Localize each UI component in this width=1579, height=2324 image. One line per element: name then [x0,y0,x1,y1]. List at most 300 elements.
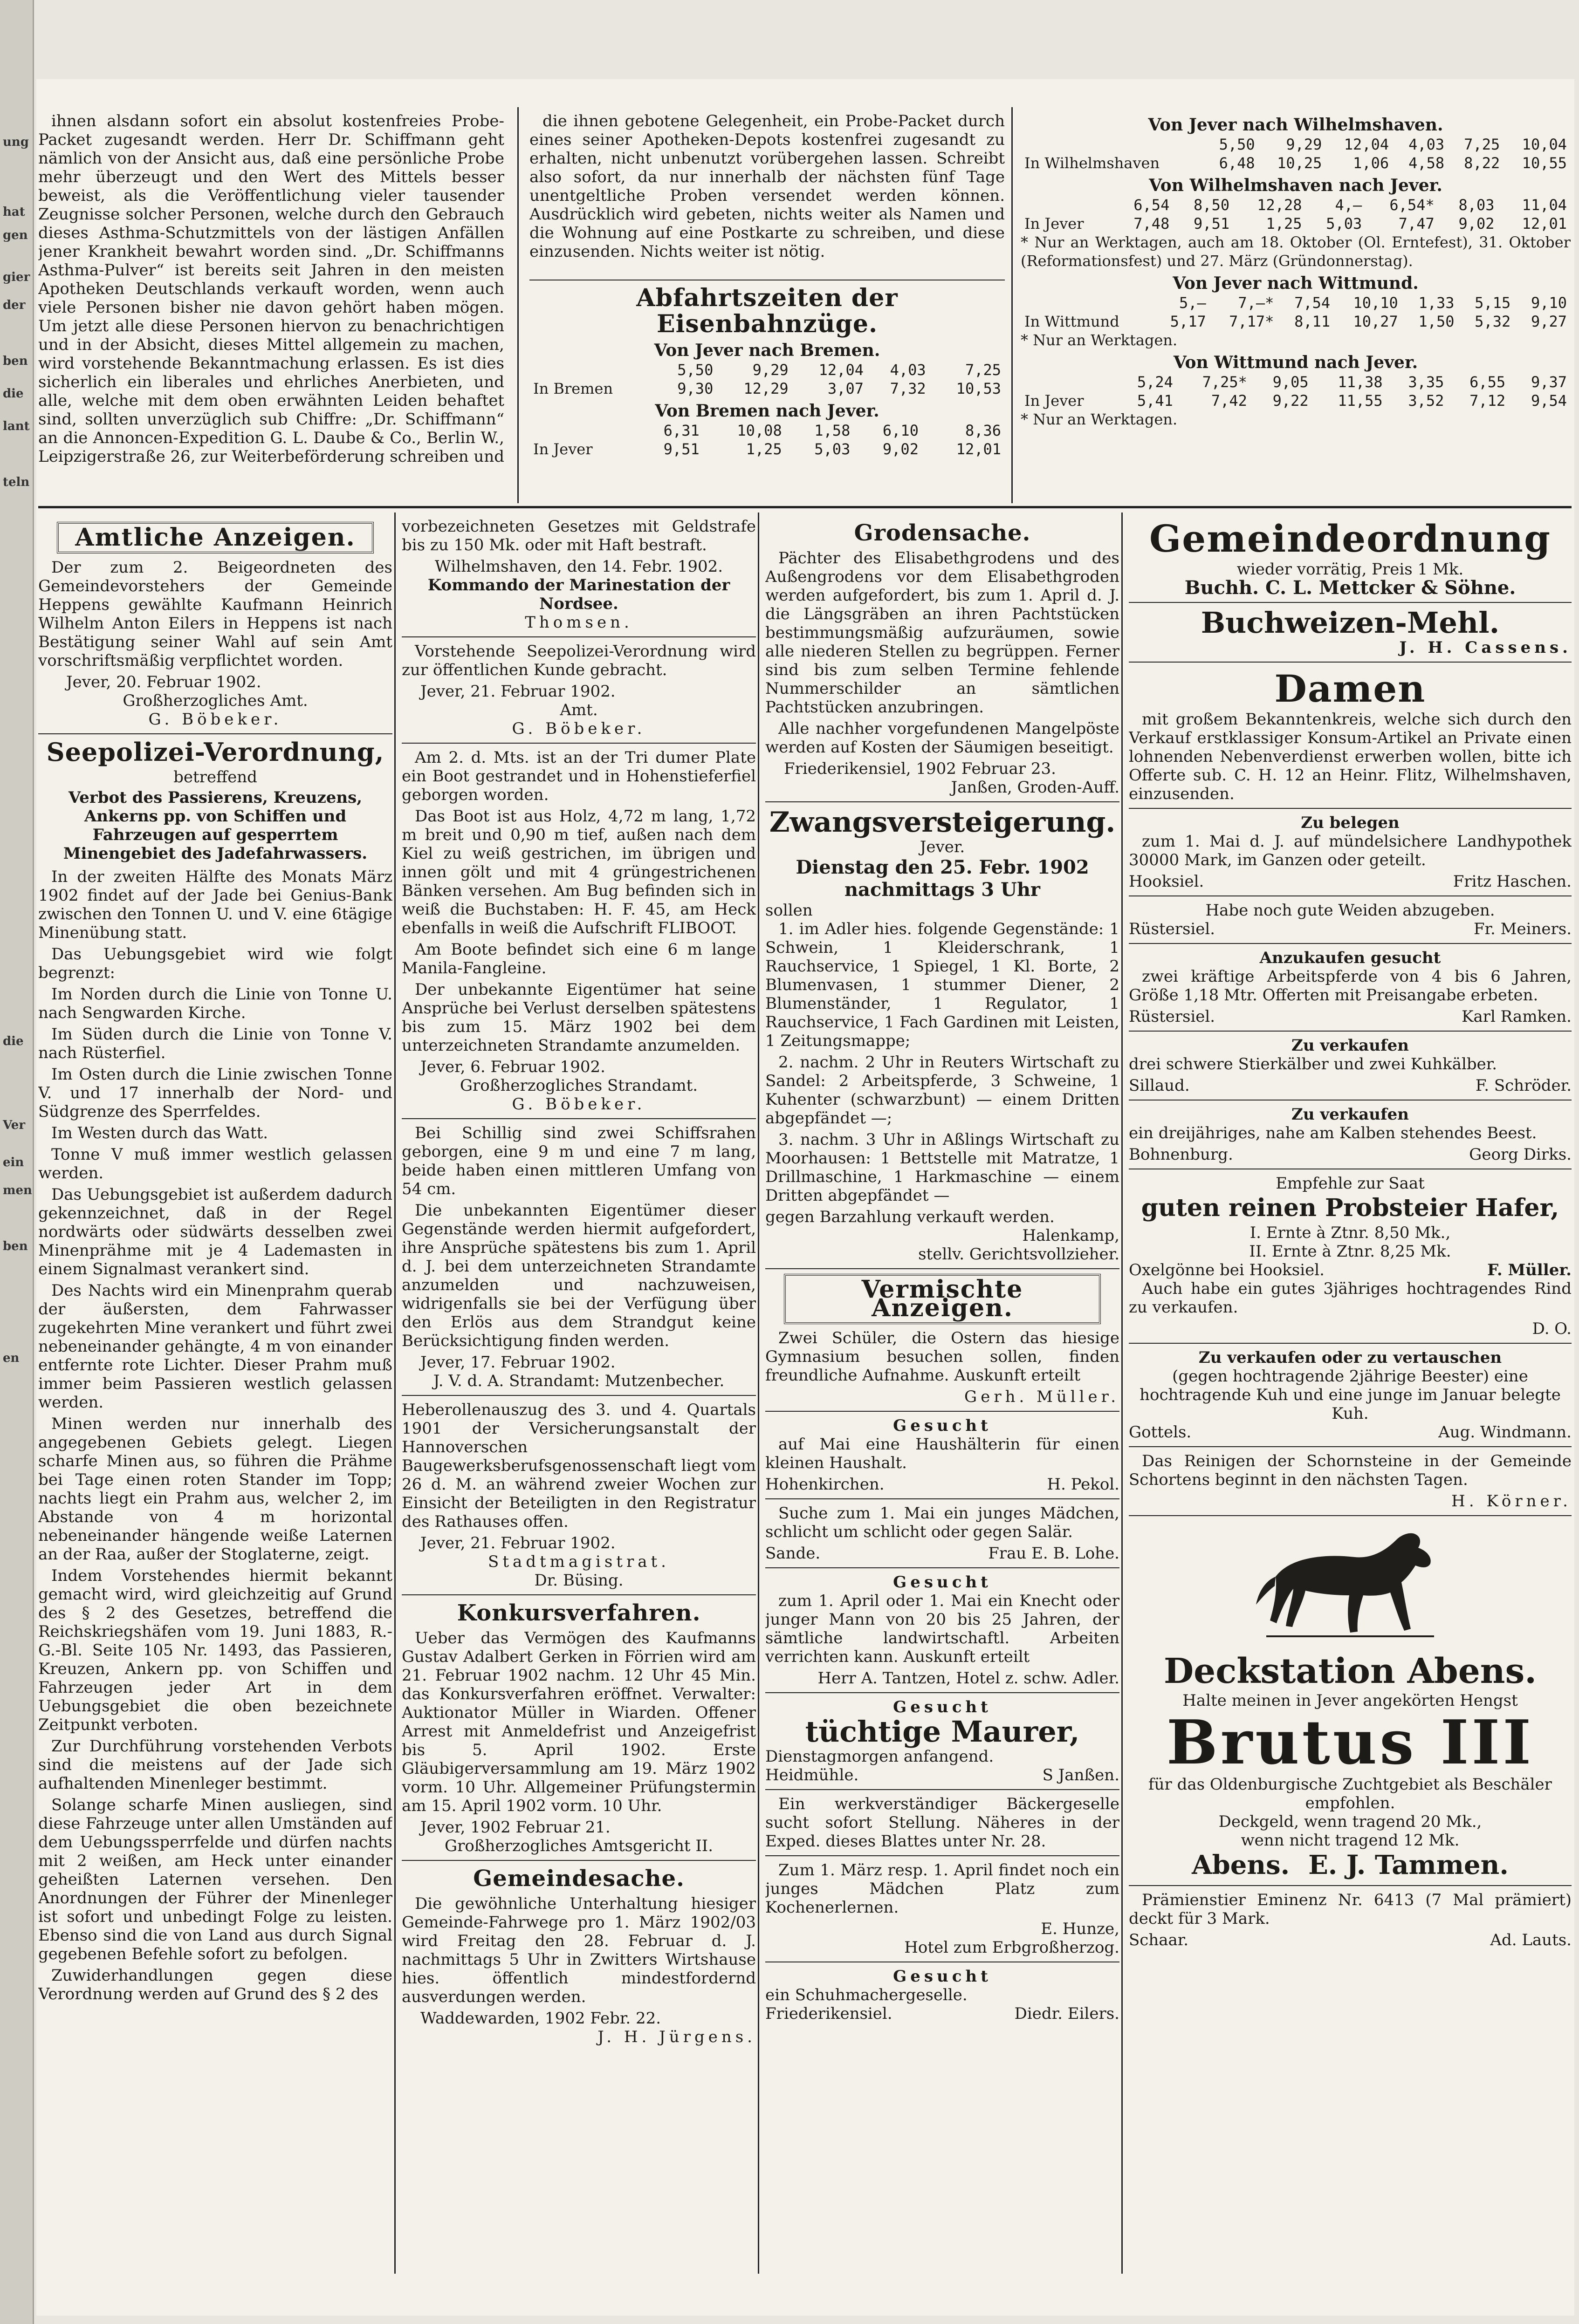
table-cell: 7,48 [1133,215,1170,232]
table-cell: In Jever [1024,392,1084,410]
divider [402,636,756,637]
grodensache-text: Pächter des Elisabethgrodens und des Außengrodens vor dem Elisabethgroden werden aufgefordert, bis zum 1. April d. J. die Längsgräben an ihren Pachtstücken bestimmungsmäßig aufzuräumen, sowie alle niederen Stellen zu begrüppen. Ferner sind bis zum selben Termine fehlende Nummerschilder an sämtlichen Pachtstücken anzubringen. [765,549,1119,717]
timetable-heading: Von Jever nach Wilhelmshaven. [1148,115,1443,135]
knecht-text: zum 1. April oder 1. Mai ein Knecht oder junger Mann von 20 bis 25 Jahren, der sämtliche landwirtschaftl. Arbeiten verrichten kann. Auskunft erteilt [765,1592,1119,1666]
table-cell: 10,25 [1277,154,1322,172]
haushaelterin-text: auf Mai eine Haushälterin für einen kleinen Haushalt. [765,1435,1119,1472]
horse-illustration [1248,1521,1453,1647]
table-cell: 8,03 [1458,196,1495,214]
divider [38,733,392,734]
asthma-paragraph: ihnen alsdann sofort ein absolut kostenfreies Probe-Packet zugesandt werden. Herr Dr. Schiffmann geht nämlich von der Ansicht aus, daß eine persönliche Probe mehr überzeugt und den Wert des Mittels besser beweist, als die Veröffentlichung vieler tausender Zeugnisse solcher Personen, welche durch den Gebrauch dieses Asthma-Schutzmittels von der lästigen Anfällen jener Krankheit bewahrt worden sind. „Dr. Schiffmanns Asthma-Pulver“ ist bereits seit Jahren in den meisten Apotheken Deutschlands verkauft worden, wenn auch viele Personen bisher nie davon gehört haben mögen. Um jetzt alle diese Personen hiervon zu benachrichtigen und in der Absicht, dieses Mittel allgemein zu machen, wird vorstehende Bekanntmachung erlassen. Es ist dies sicherlich ein liberales und ehrliches Anerbieten, und alle, welche mit dem oben erwähnten Leiden behaftet sind, sollten unverzüglich sub Chiffre: „Dr. Schiffmann“ an die Annoncen-Expedition G. L. Daube & Co., Berlin W., Leipzigerstraße 26, zur Weiterbeförderung schreiben und [38,112,504,466]
divider [765,1692,1119,1693]
table-cell: 9,02 [882,440,919,458]
notice-place: Rüstersiel. [1129,920,1215,938]
gemeindesache-title: Gemeindesache. [473,1866,685,1892]
table-cell: 7,12 [1469,392,1506,410]
hafer-price: II. Ernte à Ztnr. 8,25 Mk. [1249,1242,1451,1261]
table-cell: 1,06 [1353,154,1389,172]
damen-text: mit großem Bekanntenkreis, welche sich durch den Verkauf erstklassiger Konsum-Artikel an Private einen lohnenden Nebenverdienst erwerben wollen, bitte ich Offerte sub. C. H. 12 an Heinr. Flitz, Wilhelmshaven, einzusenden. [1129,710,1572,803]
gutter-fragment: men [3,1183,32,1197]
table-row [529,361,1005,379]
table-cell: 4,58 [1408,154,1445,172]
notice-signature: F. Schröder. [1475,1076,1572,1095]
table-cell: 12,01 [1522,215,1567,232]
hafer-price: I. Ernte à Ztnr. 8,50 Mk., [1249,1224,1451,1242]
seepolizei-subject: Verbot des Passierens, Kreuzens, Ankerns pp. von Schiffen und Fahrzeugen auf gesperrtem Minengebiet des Jadefahrwassers. [63,788,368,863]
table-row [1021,214,1571,233]
notice-signature-row [1129,1423,1572,1442]
seepolizei-paragraph: Zur Durchführung vorstehenden Verbots sind die meistens auf der Jade sich aufhaltenden Minenleger bestimmt. [38,1737,392,1793]
notice-signature-row [765,1766,1119,1784]
notice-signature: F. Müller. [1487,1261,1572,1279]
table-cell: 9,27 [1531,313,1567,330]
table-cell: In Wilhelmshaven [1024,154,1160,172]
notice-place: Jever, 6. Februar 1902. [420,1058,605,1076]
notice-office: Großherzogliches Amt. [123,691,308,710]
table-cell: 12,01 [956,440,1001,458]
table-row [1021,196,1571,214]
table-cell: 9,30 [677,380,714,397]
gutter-fragment: ung [3,135,29,149]
divider [1129,1343,1572,1344]
notice-place: Sande. [765,1544,821,1563]
asthma-continuation: die ihnen gebotene Gelegenheit, ein Probe-Packet durch eines seiner Apotheken-Depots kostenfrei zugesandt zu erhalten, nicht unbenutzt vorübergehen lassen. Schreibt also sofort, da nur innerhalb der nächsten fünf Tage unentgeltliche Proben versendet werden können. Ausdrücklich wird gebeten, nichts weiter als Namen und die Wohnung auf eine Postkarte zu schreiben, und diese einzusenden. Nichts weiter ist nötig. [529,112,1005,261]
notice-signature-row [1129,920,1572,938]
boot-paragraph: Der unbekannte Eigentümer hat seine Ansprüche bei Verlust derselben spätestens bis zum 15. März 1902 bei dem unterzeichneten Strandamte anzumelden. [402,980,756,1055]
schueler-text: Zwei Schüler, die Ostern das hiesige Gymnasium besuchen sollen, finden freundliche Aufnahme. Auskunft erteilt [765,1329,1119,1385]
notice-signature: Janßen, Groden-Auff. [951,778,1119,797]
auction-date: Dienstag den 25. Febr. 1902 nachmittags 3 Uhr [796,856,1089,901]
table-cell: 7,25 [1464,136,1500,153]
notice-place: Rüstersiel. [1129,1007,1215,1026]
hafer-intro: Empfehle zur Saat [1276,1174,1425,1193]
notice-signature: D. O. [1532,1319,1572,1338]
notice-signature: Gerh. Müller. [964,1388,1119,1406]
divider [1129,1885,1572,1886]
column-1 [38,517,392,2274]
table-cell: 7,25 [965,361,1001,379]
notice-signature: Herr A. Tantzen, Hotel z. schw. Adler. [817,1669,1119,1688]
table-cell: In Bremen [533,380,613,397]
auction-item: 1. im Adler hies. folgende Gegenstände: 1 Schwein, 1 Kleiderschrank, 1 Rauchservice, 1 Spiegel, 1 Kl. Borte, 2 Blumenvasen, 1 stummer Diener, 2 Blumenständer, 1 Regulator, 1 Rauchservice, 1 Fach Gardinen mit Leisten, 1 Zeitungsmappe; [765,920,1119,1050]
timetable-footnote: * Nur an Werktagen. [1021,331,1178,349]
belegen-title: Zu belegen [1301,813,1400,832]
divider [765,1855,1119,1856]
gesucht-label: Gesucht [893,1967,992,1986]
gutter-fragment: en [3,1351,20,1365]
schillig-paragraph: Bei Schillig sind zwei Schiffsrahen geborgen, eine 9 m und eine 7 m lang, beide haben einen mittleren Umfang von 54 cm. [402,1124,756,1198]
hafer-title: guten reinen Probsteier Hafer, [1141,1194,1559,1222]
asthma-ad-column [38,112,504,503]
table-cell: 5,17 [1170,313,1206,330]
seepolizei-paragraph: Im Osten durch die Linie zwischen Tonne V. und 17 innerhalb der Nord- und Südgrenze des Sperrfeldes. [38,1065,392,1121]
table-cell: In Jever [533,440,593,458]
notice-signature: Karl Ramken. [1462,1007,1572,1026]
notice-signature: H. Pekol. [1047,1475,1119,1494]
table-cell: 5,— [1179,294,1206,312]
table-cell: 3,35 [1408,373,1444,391]
top-right-timetables [1021,112,1571,503]
seepolizei-paragraph: Tonne V muß immer westlich gelassen werden. [38,1145,392,1183]
notice-signature: J. V. d. A. Strandamt: Mutzenbecher. [433,1372,725,1390]
notice-place: Gottels. [1129,1423,1192,1442]
table-row [1021,312,1571,331]
gesucht-label: Gesucht [893,1573,992,1592]
seepolizei-paragraph: In der zweiten Hälfte des Monats März 1902 findet auf der Jade bei Genius-Bank zwischen den Tonnen U. und V. eine 6tägige Minenübung statt. [38,868,392,942]
divider [402,1860,756,1861]
gemeindeordnung-firm: Buchh. C. L. Mettcker & Söhne. [1184,577,1516,599]
tausch-title: Zu verkaufen oder zu vertauschen [1198,1348,1502,1367]
seepolizei-paragraph: Das Uebungsgebiet ist außerdem dadurch gekennzeichnet, daß in der Regel nordwärts oder südwärts desselben zwei Minenprähme mit je 4 Lademasten in einem Signalmast verankert sind. [38,1185,392,1278]
table-row [1021,135,1571,154]
auction-place: Jever. [920,838,965,856]
ankauf-title: Anzukaufen gesucht [1259,949,1441,967]
table-cell: 5,15 [1475,294,1511,312]
schornstein-text: Das Reinigen der Schornsteine in der Gemeinde Schortens beginnt in den nächsten Tagen. [1129,1452,1572,1489]
notice-signature: Thomsen. [525,613,633,632]
timetable-wilhelmshaven-jever [1021,196,1571,233]
table-row [529,421,1005,440]
seepolizei-paragraph: Im Westen durch das Watt. [51,1124,268,1142]
konkurs-text: Ueber das Vermögen des Kaufmanns Gustav Adalbert Gerken in Förrien wird am 21. Februar 1902 nachm. 12 Uhr 45 Min. das Konkursverfahren eröffnet. Verwalter: Auktionator Müller in Wiarden. Offener Arrest mit Anmeldefrist und Anzeigefrist bis 5. April 1902. Erste Gläubigerversammlung am 19. März 1902 vorm. 10 Uhr. Allgemeiner Prüfungstermin am 15. April 1902 vorm. 10 Uhr. [402,1629,756,1815]
notice-place: Abens. [1192,1850,1290,1880]
column-3 [765,517,1119,2274]
table-cell: 5,41 [1137,392,1173,410]
timetable-wittmund-jever [1021,373,1571,410]
divider [1129,1031,1572,1032]
notice-signature: Diedr. Eilers. [1014,2004,1119,2023]
seepolizei-paragraph: Das Uebungsgebiet wird wie folgt begrenzt: [38,945,392,982]
notice-office: Kommando der Marinestation der Nordsee. [427,576,730,613]
table-cell: 1,25 [746,440,782,458]
notice-place: Friederikensiel, 1902 Februar 23. [784,759,1056,778]
table-cell [529,361,655,379]
seepolizei-paragraph: Des Nachts wird ein Minenprahm querab der äußersten, dem Fahrwasser zugekehrten Mine verankert und führt zwei nebeneinander gehängte, 4 m von einander entfernte rote Lichter. Dieser Prahm muß immer beim Passieren westlich gelassen werden. [38,1281,392,1412]
divider [1129,1446,1572,1447]
notice-signature: Ad. Lauts. [1490,1931,1572,1949]
table-cell: 12,29 [743,380,789,397]
section-rule [38,506,1572,508]
notice-signature: Dr. Büsing. [534,1571,624,1590]
table-cell: 1,58 [814,422,851,439]
notice-signature: E. J. Tammen. [1308,1850,1509,1880]
gutter-fragment: ben [3,354,28,368]
table-cell: 9,29 [1286,136,1322,153]
schuhmacher-text: ein Schuhmachergeselle. [765,1986,968,2004]
baecker-text: Ein werkverständiger Bäckergeselle sucht sofort Stellung. Näheres in der Exped. dieses Blattes unter Nr. 28. [765,1795,1119,1851]
deck-fee: Deckgeld, wenn tragend 20 Mk., [1218,1812,1482,1831]
gutter-fragment: die [3,387,24,401]
timetable-heading: Von Wittmund nach Jever. [1173,353,1418,372]
notice-signature: H. Körner. [1451,1492,1572,1511]
notice-signature: Fr. Meiners. [1473,920,1572,938]
table-cell: 7,25* [1202,373,1247,391]
auction-end: gegen Barzahlung verkauft werden. [765,1208,1055,1226]
notice-signature: G. Böbeker. [148,710,282,729]
divider [402,1594,756,1595]
table-cell: 8,36 [965,422,1001,439]
table-cell: 1,33 [1418,294,1455,312]
weiden-text: Habe noch gute Weiden abzugeben. [1205,901,1495,920]
gemeindesache-text: Die gewöhnliche Unterhaltung hiesiger Gemeinde-Fahrwege pro 1. März 1902/03 wird Freitag den 28. Februar d. J. nachmittags 5 Uhr in Zwitters Wirtshause hies. öffentlich mindestfordernd ausverdungen werden. [402,1894,756,2006]
notice-place: Waddewarden, 1902 Febr. 22. [420,2009,661,2028]
table-cell: 12,04 [1344,136,1389,153]
table-cell: 4,— [1335,196,1362,214]
gutter-fragment: der [3,298,26,312]
divider [1129,895,1572,896]
notice-place: Jever, 1902 Februar 21. [420,1818,611,1837]
notice-signature-row [765,2004,1119,2023]
divider [765,1411,1119,1412]
table-cell: 5,24 [1137,373,1173,391]
divider [765,1498,1119,1499]
gutter-fragment: Ver [3,1118,26,1132]
seepolizei-paragraph: Indem Vorstehendes hiermit bekannt gemacht wird, wird gleichzeitig auf Grund des § 2 des Gesetzes, betreffend die Reichskriegshäfen vom 19. Juni 1883, R.-G.-Bl. Seite 105 Nr. 1493, das Passieren, Kreuzen, Ankern pp. von Schiffen und Fahrzeugen jeder Art in dem Uebungsgebiet die oben bezeichnete Zeitpunkt verboten. [38,1566,392,1734]
top-middle-column [529,112,1005,503]
table-row [529,379,1005,398]
notice-place: Hooksiel. [1129,872,1204,891]
notice-office: Großherzogliches Strandamt. [460,1076,698,1095]
divider [1129,602,1572,603]
notice-office: Amt. [560,701,598,719]
timetable-jever-wilhelmshaven [1021,135,1571,172]
notice-signature-row [1129,1931,1572,1949]
notice-signature-row [1129,872,1572,891]
table-cell: 1,25 [1266,215,1302,232]
table-cell: 9,10 [1531,294,1567,312]
table-cell [1021,294,1153,312]
gutter-fragment: hat [3,205,25,219]
notice-place: Bohnenburg. [1129,1145,1233,1164]
table-cell: 10,04 [1522,136,1567,153]
column-rule [758,513,759,2274]
table-cell: 9,22 [1272,392,1309,410]
gesucht-label: Gesucht [893,1416,992,1435]
verkaufen-title: Zu verkaufen [1291,1036,1409,1055]
divider [1129,662,1572,663]
table-cell: 10,53 [956,380,1001,397]
notice-place: Wilhelmshaven, den 14. Febr. 1902. [434,557,723,576]
praemienstier-text: Prämienstier Eminenz Nr. 6413 (7 Mal prämiert) deckt für 3 Mark. [1129,1891,1572,1928]
table-cell: 9,51 [1194,215,1230,232]
notice-signature-row [765,1475,1119,1494]
seepolizei-paragraph: Im Süden durch die Linie von Tonne V. nach Rüsterfiel. [38,1025,392,1062]
notice-signature: G. Böbeker. [512,1095,646,1114]
notice-place: Heidmühle. [765,1766,859,1784]
table-cell: 10,10 [1353,294,1398,312]
grodensache-title: Grodensache. [854,520,1031,546]
timetable-jever-bremen [529,361,1005,398]
table-cell: 1,50 [1418,313,1455,330]
damen-title: Damen [1274,667,1426,711]
schillig-paragraph: Die unbekannten Eigentümer dieser Gegenstände werden hiermit aufgefordert, ihre Ansprüche spätestens bis zum 1. April d. J. bei dem unterzeichneten Strandamte anzumelden und nachzuweisen, widrigenfalls sie bei der Verfügung über den Erlös aus dem Strandgut keine Berücksichtigung finden werden. [402,1201,756,1350]
divider [1129,1515,1572,1516]
boot-paragraph: Das Boot ist aus Holz, 4,72 m lang, 1,72 m breit und 0,90 m tief, außen nach dem Kiel zu weiß gestrichen, im übrigen und innen gölt und mit 4 grüngestrichenen Bänken versehen. Am Bug befinden sich in weiß die Buchstaben: H. F. 45, am Heck ebenfalls in weiß die Aufschrift FLIBOOT. [402,807,756,937]
table-cell: 11,38 [1338,373,1383,391]
table-row [529,440,1005,458]
deckstation-title: Deckstation Abens. [1163,1651,1537,1691]
page-gutter [0,0,34,2324]
divider [765,801,1119,802]
table-cell: 7,54 [1294,294,1331,312]
table-cell: In Jever [1024,215,1084,232]
notice-place: Friederikensiel. [765,2004,892,2023]
seepolizei-title: Seepolizei-Verordnung, [46,737,384,767]
divider [765,1268,1119,1269]
notice-signature-row [1129,1076,1572,1095]
notice-signature: S Janßen. [1042,1766,1119,1784]
table-cell: 9,54 [1531,392,1567,410]
divider [1129,808,1572,809]
gemeindeordnung-price: wieder vorrätig, Preis 1 Mk. [1236,560,1464,579]
divider [765,1567,1119,1568]
table-cell: 4,03 [1408,136,1445,153]
vermischte-heading: Vermischte Anzeigen. [784,1274,1101,1324]
table-cell: 9,51 [663,440,700,458]
table-cell: 6,55 [1469,373,1506,391]
column-4 [1129,517,1572,2274]
table-cell [1021,135,1203,154]
table-cell [1021,373,1115,391]
notice-place: Schaar. [1129,1931,1189,1949]
seepolizei-paragraph: Zuwiderhandlungen gegen diese Verordnung werden auf Grund des § 2 des [38,1966,392,2003]
notice-place: Oxelgönne bei Hooksiel. [1129,1261,1325,1279]
table-cell: 6,31 [663,422,700,439]
divider [402,1118,756,1119]
verkaufen-text: drei schwere Stierkälber und zwei Kuhkälber. [1129,1055,1497,1073]
deckstation-text: Halte meinen in Jever angekörten Hengst [1182,1691,1518,1710]
notice-office: Stadtmagistrat. [488,1552,670,1571]
notice-signature: G. Böbeker. [512,719,646,738]
maedchen-text: Suche zum 1. Mai ein junges Mädchen, schlicht um schlicht oder gegen Salär. [765,1504,1119,1541]
seepolizei-paragraph: Minen werden nur innerhalb des angegebenen Gebiets gelegt. Liegen scharfe Minen aus, so führen die Prähme bei Tage einen roten Stander im Topp; nachts liegt ein Prahm aus, welcher 2, im Abstande von 4 m horizontal nebeneinander hängende weiße Laternen an der Raa, außer der Stoglaterne, zeigt. [38,1415,392,1564]
table-cell: 8,11 [1294,313,1331,330]
table-cell: 11,04 [1522,196,1567,214]
hafer-rind-text: Auch habe ein gutes 3jähriges hochtragendes Rind zu verkaufen. [1129,1279,1572,1317]
deckstation-signature-row [1129,1850,1572,1880]
table-cell: 9,02 [1458,215,1495,232]
seepolizei-paragraph: Im Norden durch die Linie von Tonne U. nach Sengwarden Kirche. [38,985,392,1022]
notice-signature: J. H. Cassens. [1399,638,1572,657]
gutter-fragment: die [3,1034,24,1048]
notice-place: Jever, 17. Februar 1902. [420,1353,616,1372]
stallion-name: Brutus III [1166,1707,1534,1778]
notice-place: Jever, 21. Februar 1902. [420,682,616,701]
timetable-heading: Von Jever nach Bremen. [654,341,880,360]
table-cell: 10,08 [737,422,782,439]
divider [402,1395,756,1396]
auction-intro: sollen [765,901,813,920]
notice-signature-row [1129,1007,1572,1026]
table-cell: 7,—* [1238,294,1274,312]
divider [765,1789,1119,1790]
notice-place: Jever, 21. Februar 1902. [420,1534,616,1552]
column-rule [1011,107,1013,503]
notice-signature: stellv. Gerichtsvollzieher. [918,1245,1119,1264]
table-cell: 6,54* [1389,196,1435,214]
table-cell: 5,32 [1475,313,1511,330]
notice-signature: Georg Dirks. [1469,1145,1572,1164]
auction-item: 3. nachm. 3 Uhr in Aßlings Wirtschaft zu Moorhausen: 1 Bettstelle mit Matratze, 1 Drillmaschine, 1 Harkmaschine — einem Dritten abgepfändet — [765,1130,1119,1205]
boot-paragraph: Am Boote befindet sich eine 6 m lange Manila-Fangleine. [402,940,756,977]
table-cell: 5,03 [1326,215,1362,232]
timetable-heading: Von Wilhelmshaven nach Jever. [1149,176,1442,195]
kochlehre-text: Zum 1. März resp. 1. April findet noch ein junges Mädchen Platz zum Kochenerlernen. [765,1861,1119,1917]
table-cell: 10,55 [1522,154,1567,172]
notice-signature: Hotel zum Erbgroßherzog. [904,1938,1119,1957]
table-cell: 3,07 [827,380,864,397]
ankauf-text: zwei kräftige Arbeitspferde von 4 bis 6 Jahren, Größe 1,18 Mtr. Offerten mit Preisangabe erbeten. [1129,967,1572,1005]
gesucht-label: Gesucht [893,1698,992,1716]
notice-signature: Frau E. B. Lohe. [988,1544,1119,1563]
table-row [1021,154,1571,172]
notice-signature-row [1129,1261,1572,1279]
table-cell: 7,32 [890,380,926,397]
table-cell: 6,54 [1133,196,1170,214]
table-cell: 8,22 [1464,154,1500,172]
notice-signature-row [765,1544,1119,1563]
table-cell: 7,47 [1398,215,1435,232]
maurer-subtext: Dienstagmorgen anfangend. [765,1747,994,1766]
gutter-fragment: ein [3,1155,24,1169]
table-cell: 6,10 [882,422,919,439]
notice-place: Hohenkirchen. [765,1475,885,1494]
notice-signature: Fritz Haschen. [1453,872,1572,891]
deckstation-text: für das Oldenburgische Zuchtgebiet als Beschäler empfohlen. [1148,1775,1552,1812]
verkaufen-title: Zu verkaufen [1291,1105,1409,1124]
beigeordneter-notice: Der zum 2. Beigeordneten des Gemeindevorstehers der Gemeinde Heppens gewählte Kaufmann Heinrich Wilhelm Anton Eilers in Heppens ist nach Bestätigung seiner Wahl auf sein Amt vorschriftsmäßig verpflichtet worden. [38,558,392,670]
deck-fee: wenn nicht tragend 12 Mk. [1241,1831,1460,1850]
column-2 [402,517,756,2274]
column-rule [1121,513,1123,2274]
table-cell: 11,55 [1338,392,1383,410]
table-cell: 12,04 [818,361,864,379]
gemeindeordnung-title: Gemeindeordnung [1149,517,1552,560]
gutter-fragment: ben [3,1239,28,1253]
column-rule [517,107,519,503]
timetable-footnote: * Nur an Werktagen, auch am 18. Oktober (Ol. Erntefest), 31. Oktober (Reformationsfest) und 27. März (Gründonnerstag). [1021,233,1571,270]
timetable-heading: Von Bremen nach Jever. [655,401,879,421]
column-rule [394,513,396,2274]
belegen-text: zum 1. Mai d. J. auf mündelsichere Landhypothek 30000 Mark, im Ganzen oder geteilt. [1129,832,1572,869]
boot-paragraph: Am 2. d. Mts. ist an der Tri dumer Plate ein Boot gestrandet und in Hohenstieferfiel geborgen worden. [402,748,756,804]
auction-item: 2. nachm. 2 Uhr in Reuters Wirtschaft zu Sandel: 2 Arbeitspferde, 3 Schweine, 1 Kuhenter (schwarzbunt) — einem Dritten abgepfändet —; [765,1053,1119,1128]
buchweizen-title: Buchweizen-Mehl. [1201,606,1500,640]
rail-title: Abfahrtszeiten der Eisenbahnzüge. [636,284,898,338]
notice-signature: Halenkamp, [1022,1226,1119,1245]
table-cell: 7,17* [1229,313,1274,330]
seepolizei-betreffend: betreffend [173,768,257,786]
table-cell: 8,50 [1194,196,1230,214]
table-cell: 12,28 [1257,196,1302,214]
gutter-fragment: gen [3,228,28,242]
notice-place: Sillaud. [1129,1076,1190,1095]
notice-office: Großherzogliches Amtsgericht II. [444,1837,714,1855]
notice-signature: J. H. Jürgens. [597,2028,756,2046]
grodensache-text: Alle nachher vorgefundenen Mangelpöste werden auf Kosten der Säumigen beseitigt. [765,719,1119,757]
notice-signature: Aug. Windmann. [1438,1423,1572,1442]
table-cell [529,421,635,440]
table-cell: 4,03 [890,361,926,379]
notice-signature: E. Hunze, [1041,1920,1119,1938]
table-cell: 6,48 [1219,154,1255,172]
table-cell: 5,50 [677,361,714,379]
table-cell: 9,05 [1272,373,1309,391]
table-cell: 3,52 [1408,392,1444,410]
table-cell: 5,03 [814,440,851,458]
table-cell: 10,27 [1353,313,1398,330]
table-cell: 9,37 [1531,373,1567,391]
